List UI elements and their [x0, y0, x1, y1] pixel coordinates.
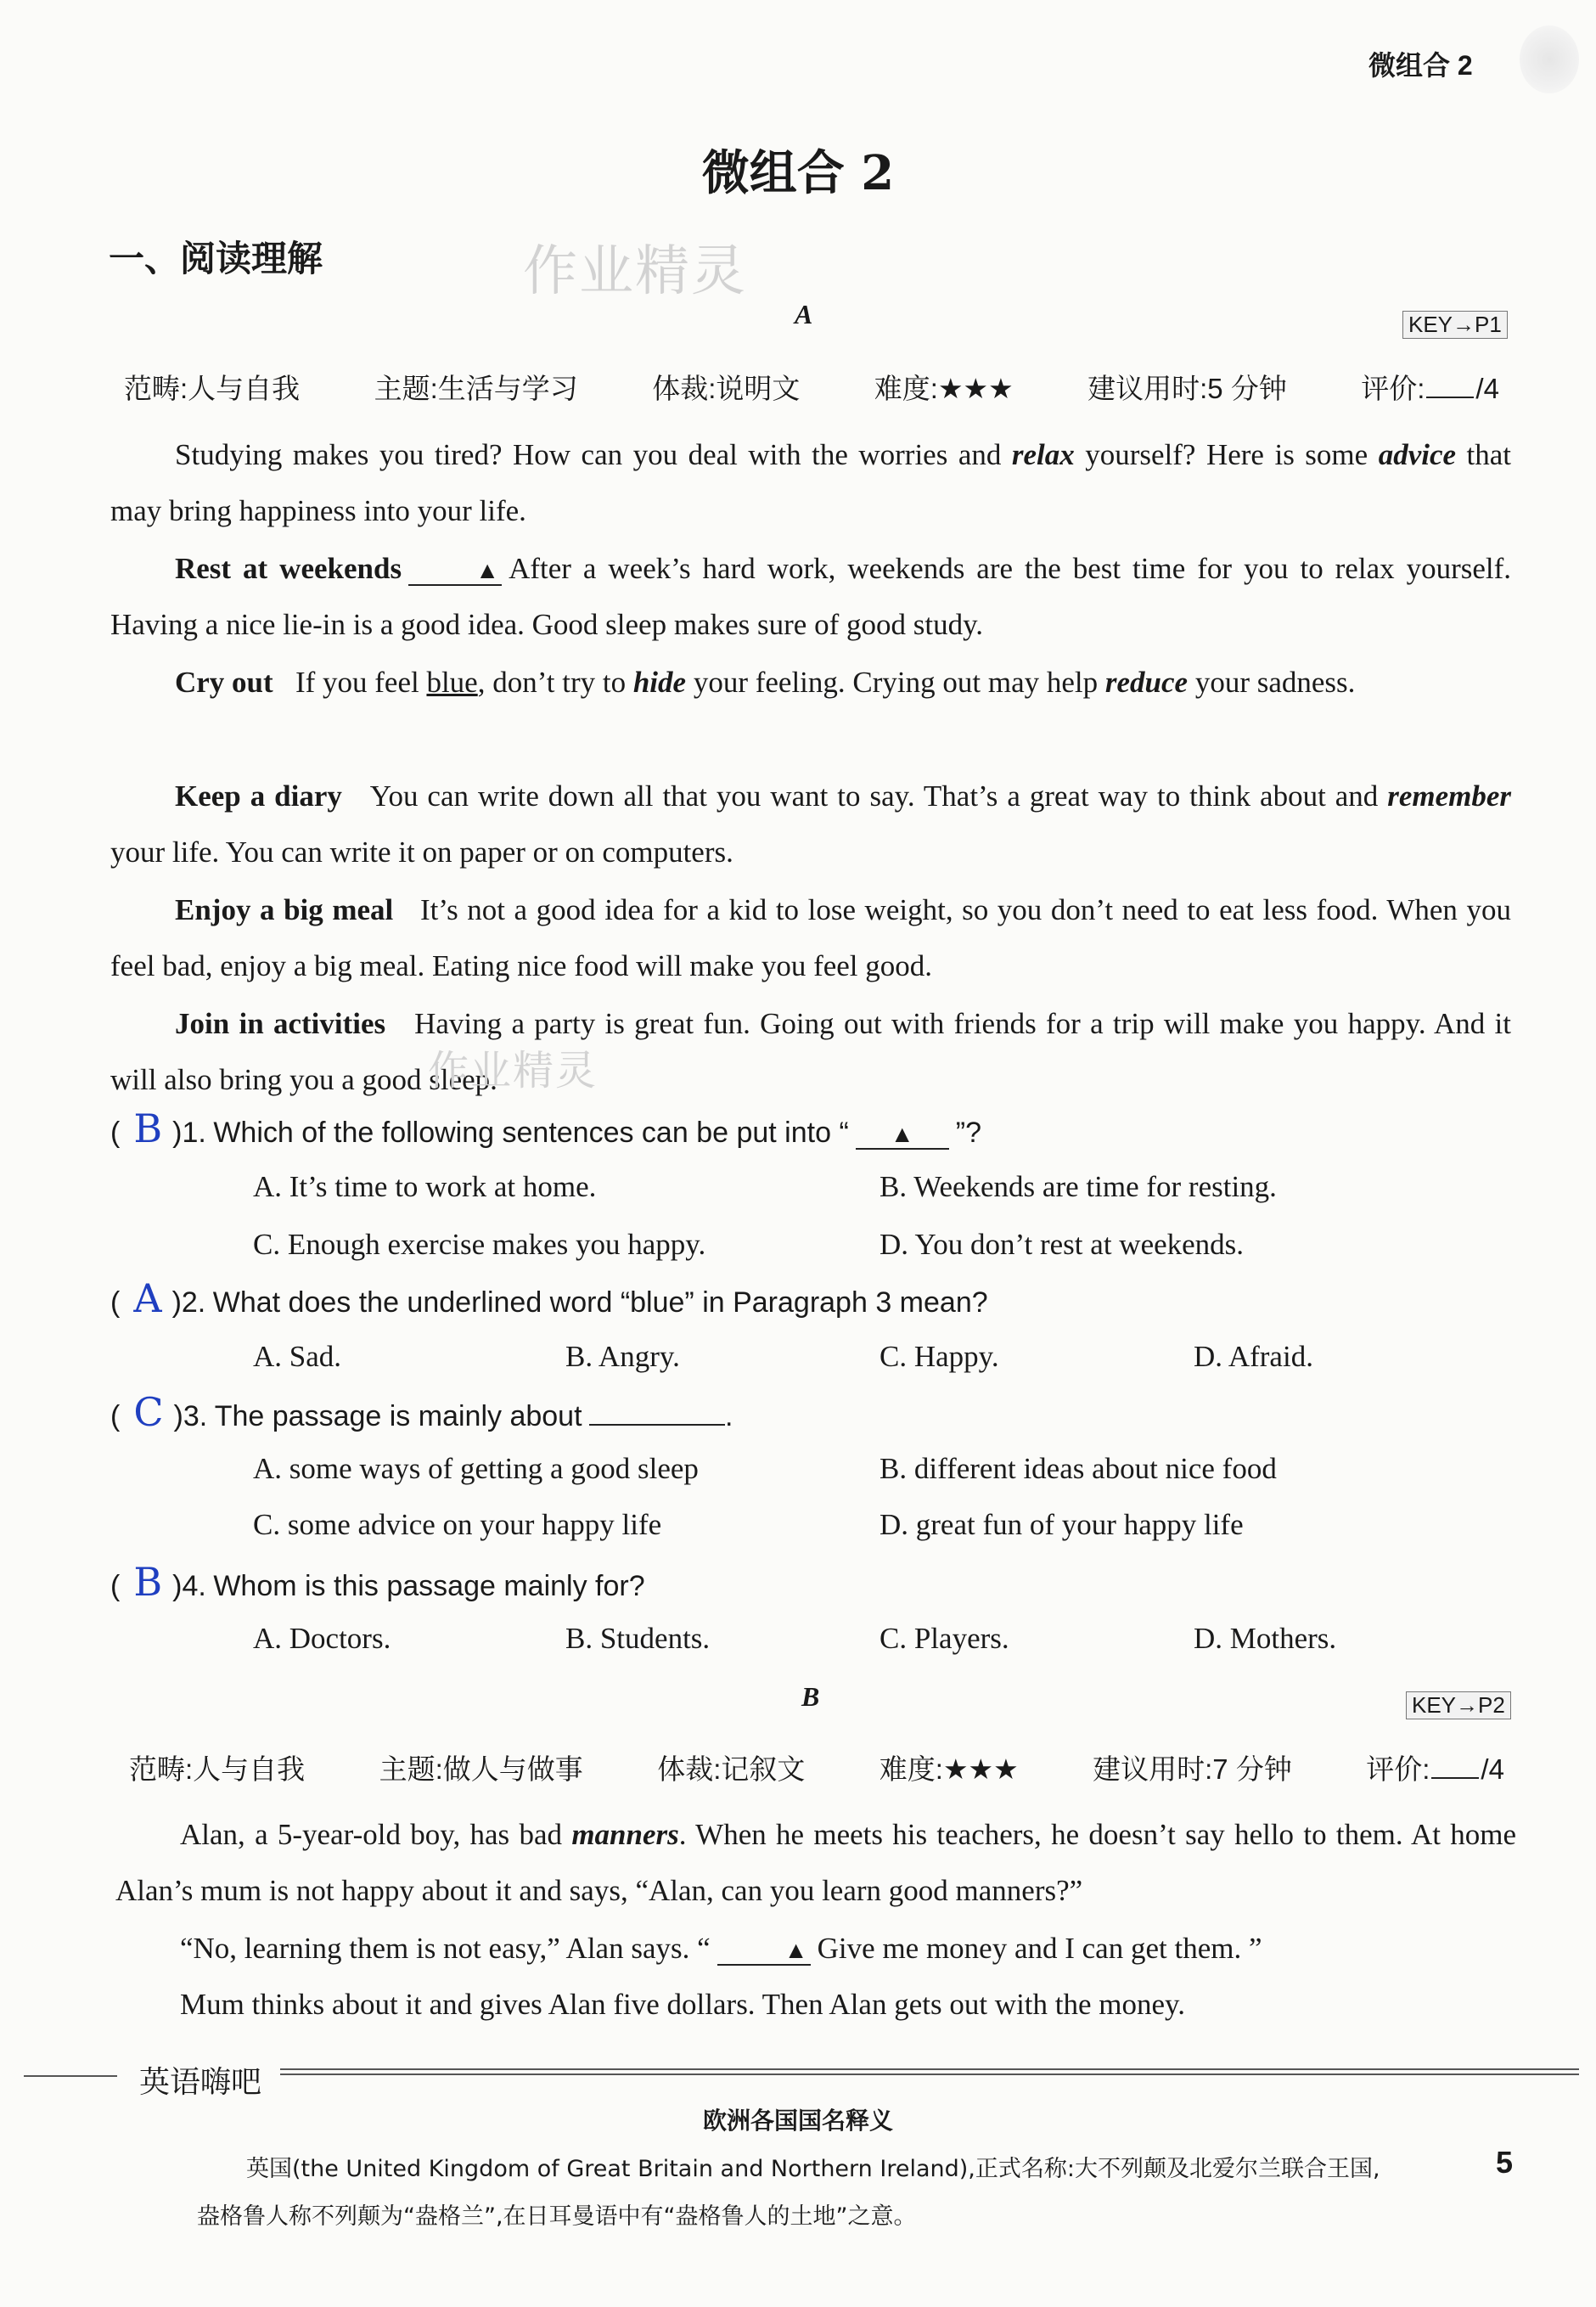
corner-decoration [1520, 25, 1579, 93]
footer-text-line-2: 盎格鲁人称不列颠为“盎格兰”,在日耳曼语中有“盎格鲁人的土地”之意。 [197, 2203, 917, 2230]
meta-score: 评价: /4 [1361, 373, 1499, 404]
paragraph-heading: Keep a diary [175, 779, 342, 813]
story-paragraph-2: “No, learning them is not easy,” Alan says. “ ▲ Give me money and I can get them. ” [180, 1932, 1262, 1965]
part-a-meta [124, 367, 1499, 407]
watermark: 作业精灵 [523, 240, 747, 303]
part-b-key-tag: KEY→P2 [1406, 1691, 1511, 1719]
meta-difficulty: 难度:★★★ [874, 373, 1014, 404]
triangle-blank: ▲ [408, 559, 502, 586]
answer-blank [589, 1424, 725, 1426]
story-paragraph-3: Mum thinks about it and gives Alan five dollars. Then Alan gets out with the money. [180, 1988, 1186, 2021]
part-b-meta [129, 1747, 1504, 1787]
paragraph-diary: Keep a diary You can write down all that you want to say. That’s a great way to think about and remember your life. You can write it on paper or on computers. [110, 779, 1512, 869]
question-4: ( B )4. Whom is this passage mainly for? [110, 1559, 645, 1605]
triangle-blank: ▲ [856, 1123, 949, 1150]
footer-label: 英语嗨吧 [139, 2065, 262, 2100]
option-d: D. Afraid. [1194, 1340, 1313, 1373]
page-number: 5 [1496, 2145, 1514, 2180]
meta-category: 范畴:人与自我 [124, 373, 301, 404]
part-a-key-tag: KEY→P1 [1402, 311, 1508, 339]
page-title: 微组合 2 [701, 145, 895, 201]
answer-mark: B [133, 1106, 163, 1151]
paragraph-heading: Enjoy a big meal [175, 893, 394, 926]
option-b: B. Angry. [565, 1340, 680, 1373]
story-paragraph-1: Alan, a 5-year-old boy, has bad manners. When he meets his teachers, he doesn’t say hello to them. At home Alan’s mum is not happy about it and says, “Alan, can you learn good manners?” [115, 1818, 1517, 1907]
answer-mark: B [133, 1559, 163, 1605]
meta-theme: 主题:生活与学习 [374, 373, 578, 404]
underlined-word: blue [426, 666, 478, 699]
triangle-blank: ▲ [717, 1938, 811, 1966]
option-b: B. Students. [565, 1622, 711, 1655]
meta-category: 范畴:人与自我 [129, 1753, 306, 1785]
part-a-letter: A [795, 299, 813, 329]
paragraph-meal: Enjoy a big meal It’s not a good idea for a kid to lose weight, so you don’t need to eat less food. When you feel bad, enjoy a big meal. Eating nice food will make you feel good. [110, 893, 1511, 982]
footer-text-line-1: 英国(the United Kingdom of Great Britain and Northern Ireland),正式名称:大不列颠及北爱尔兰联合王国, [246, 2156, 1380, 2182]
question-1: ( B )1. Which of the following sentences can be put into “ ▲ ”? [110, 1106, 981, 1151]
watermark-secondary: 作业精灵 [428, 1047, 598, 1094]
paragraph-heading: Rest at weekends [175, 552, 402, 585]
option-d: D. Mothers. [1194, 1622, 1337, 1655]
option-a: A. Sad. [253, 1340, 342, 1373]
answer-mark: A [133, 1275, 162, 1321]
section-heading: 一、阅读理解 [109, 238, 323, 279]
meta-time: 建议用时:5 分钟 [1087, 373, 1287, 404]
option-a: A. some ways of getting a good sleep [253, 1452, 699, 1485]
paragraph-activities: Join in activities Having a party is great fun. Going out with friends for a trip will make you happy. And it will also bring you a good sleep. [110, 1007, 1511, 1096]
option-c: C. Happy. [879, 1340, 999, 1373]
footer-rule-right [280, 2068, 1579, 2075]
paragraph-heading: Join in activities [175, 1007, 386, 1040]
running-header: 微组合 2 [1368, 50, 1473, 81]
option-d: D. You don’t rest at weekends. [879, 1228, 1245, 1261]
meta-time: 建议用时:7 分钟 [1093, 1753, 1292, 1785]
footer-rule-left [24, 2075, 117, 2077]
meta-difficulty: 难度:★★★ [879, 1753, 1019, 1785]
footer-title: 欧洲各国国名释义 [702, 2107, 893, 2135]
paragraph-rest: Rest at weekends ▲ After a week’s hard work, weekends are the best time for you to relax yourself. Having a nice lie-in is a good idea. Good sleep makes sure of good study. [110, 552, 1512, 641]
answer-mark: C [133, 1389, 164, 1435]
question-3: ( C )3. The passage is mainly about . [110, 1389, 733, 1435]
option-c: C. Enough exercise makes you happy. [253, 1228, 706, 1261]
part-b-letter: B [801, 1681, 820, 1712]
meta-theme: 主题:做人与做事 [379, 1753, 583, 1785]
score-blank [1426, 397, 1474, 398]
passage-intro: Studying makes you tired? How can you deal with the worries and relax yourself? Here is some advice that may bring happiness into your life. [110, 438, 1511, 527]
paragraph-heading: Cry out [175, 666, 273, 699]
option-a: A. It’s time to work at home. [253, 1170, 597, 1203]
option-d: D. great fun of your happy life [879, 1508, 1244, 1541]
option-c: C. Players. [879, 1622, 1009, 1655]
option-b: B. Weekends are time for resting. [879, 1170, 1277, 1203]
paragraph-cry: Cry out If you feel blue, don’t try to hide your feeling. Crying out may help reduce your sadness. [175, 666, 1356, 699]
question-2: ( A )2. What does the underlined word “blue” in Paragraph 3 mean? [110, 1275, 988, 1321]
meta-score: 评价: /4 [1366, 1753, 1504, 1785]
score-blank [1431, 1777, 1479, 1779]
meta-genre: 体裁:说明文 [652, 373, 801, 404]
meta-genre: 体裁:记叙文 [657, 1753, 806, 1785]
option-c: C. some advice on your happy life [253, 1508, 662, 1541]
option-b: B. different ideas about nice food [879, 1452, 1277, 1485]
option-a: A. Doctors. [253, 1622, 391, 1655]
